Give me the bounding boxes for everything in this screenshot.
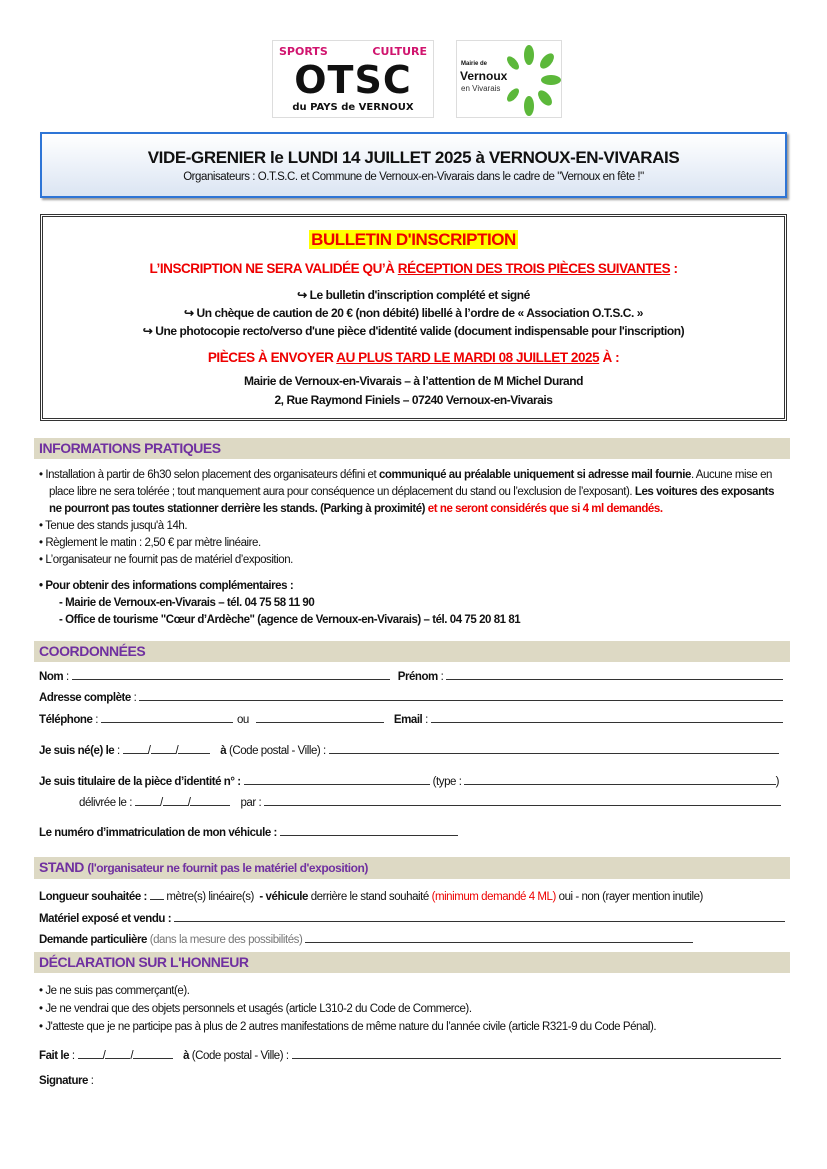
logo-text: Mairie de bbox=[461, 61, 488, 67]
section-stand-heading: STAND (l'organisateur ne fournit pas le matériel d'exposition) bbox=[34, 857, 790, 879]
arrow-icon: ↪ bbox=[142, 324, 156, 338]
logo-text: CULTURE bbox=[372, 45, 427, 58]
adresse-row: Adresse complète : bbox=[39, 690, 783, 706]
birth-year-field[interactable] bbox=[178, 743, 210, 754]
list-item: • Installation à partir de 6h30 selon placement des organisateurs défini et communiqué au préalable uniquement si adresse mail fournie. Aucune mise en place libre ne sera tolérée ; tout manquement aura pour conséquence un déplacement du stand ou l’exclusion de l’exposant). Les voitures des exposants ne pourront pas toutes stationner derrière les stands. (Parking à proximité) et ne seront considérés que si 4 ml demandés. bbox=[39, 469, 775, 515]
list-item: • Tenue des stands jusqu'à 14h. bbox=[39, 520, 188, 532]
otsc-logo bbox=[272, 40, 434, 118]
prenom-field[interactable] bbox=[446, 669, 783, 680]
immatriculation-field[interactable] bbox=[280, 825, 458, 836]
fait-day-field[interactable] bbox=[78, 1048, 103, 1059]
text: L’INSCRIPTION NE SERA VALIDÉE QU’À bbox=[149, 261, 398, 276]
infos-list bbox=[39, 467, 789, 629]
section-declaration-heading: DÉCLARATION SUR L'HONNEUR bbox=[34, 952, 790, 973]
telephone-row: Téléphone : ou Email : bbox=[39, 712, 783, 728]
leaves-icon bbox=[503, 43, 561, 117]
address-line: Mairie de Vernoux-en-Vivarais – à l’attention de M Michel Durand bbox=[243, 374, 584, 388]
delivery-month-field[interactable] bbox=[163, 795, 188, 806]
longueur-field[interactable] bbox=[150, 889, 164, 900]
list-item: • Je ne vendrai que des objets personnels et usagés (article L310-2 du Code de Commerce). bbox=[39, 1003, 472, 1015]
subtitle: Organisateurs : O.T.S.C. et Commune de Vernoux-en-Vivarais dans le cadre de "Vernoux en fête !" bbox=[183, 171, 644, 183]
stand-longueur: Longueur souhaitée : mètre(s) linéaire(s) - véhicule derrière le stand souhaité (minimum demandé 4 ML) oui - non (rayer mention inutile) bbox=[39, 891, 703, 903]
text: AU PLUS TARD LE MARDI 08 JUILLET 2025 bbox=[336, 350, 600, 365]
list-item: • J'atteste que je ne participe pas à plus de 2 autres manifestations de même nature du l’année civile (article R321-9 du Code Pénal). bbox=[39, 1021, 657, 1033]
fait-le-row: Fait le : / / à (Code postal - Ville) : bbox=[39, 1048, 781, 1064]
fait-month-field[interactable] bbox=[105, 1048, 130, 1059]
address-line: 2, Rue Raymond Finiels – 07240 Vernoux-en-Vivarais bbox=[274, 393, 553, 407]
logo-text: OTSC bbox=[294, 58, 412, 102]
text: PIÈCES À ENVOYER bbox=[207, 350, 337, 365]
delivery-day-field[interactable] bbox=[135, 795, 160, 806]
nom-field[interactable] bbox=[72, 669, 390, 680]
email-field[interactable] bbox=[431, 712, 783, 723]
arrow-icon: ↪ bbox=[297, 288, 310, 302]
materiel-row: Matériel exposé et vendu : bbox=[39, 911, 785, 927]
deadline-notice bbox=[49, 349, 778, 367]
materiel-field[interactable] bbox=[174, 911, 785, 922]
logo-text: en Vivarais bbox=[461, 84, 501, 93]
logo-text: Vernoux bbox=[460, 69, 508, 83]
piece-identite-row: Je suis titulaire de la pièce d’identité n° : (type : ) bbox=[39, 776, 779, 788]
demande-field[interactable] bbox=[305, 932, 693, 943]
piece-item bbox=[49, 322, 778, 340]
mairie-logo bbox=[456, 40, 562, 118]
list-item: • Je ne suis pas commerçant(e). bbox=[39, 985, 190, 997]
title-box bbox=[40, 132, 787, 198]
birth-place-field[interactable] bbox=[329, 743, 779, 754]
demande-row: Demande particulière (dans la mesure des possibilités) bbox=[39, 932, 693, 948]
nom-prenom-row: Nom : Prénom : bbox=[39, 669, 783, 685]
piece-item bbox=[49, 304, 778, 322]
telephone-field[interactable] bbox=[101, 712, 233, 723]
telephone2-field[interactable] bbox=[256, 712, 384, 723]
declaration-list bbox=[39, 982, 789, 1036]
immatriculation-row: Le numéro d’immatriculation de mon véhicule : bbox=[39, 825, 827, 841]
birth-month-field[interactable] bbox=[151, 743, 176, 754]
id-number-field[interactable] bbox=[244, 774, 430, 785]
fait-year-field[interactable] bbox=[133, 1048, 173, 1059]
signature-label: Signature bbox=[39, 1075, 88, 1087]
adresse-field[interactable] bbox=[139, 690, 783, 701]
naissance-row: Je suis né(e) le : / / à (Code postal - Ville) : bbox=[39, 743, 779, 759]
piece-item bbox=[49, 286, 778, 304]
logo-text: du PAYS de VERNOUX bbox=[292, 102, 414, 113]
text: : bbox=[670, 261, 678, 276]
id-type-field[interactable] bbox=[464, 774, 775, 785]
delivree-row: délivrée le : / / par : bbox=[79, 795, 781, 811]
bulletin-box bbox=[40, 214, 787, 421]
fait-place-field[interactable] bbox=[292, 1048, 781, 1059]
birth-day-field[interactable] bbox=[123, 743, 148, 754]
page-title: VIDE-GRENIER le LUNDI 14 JUILLET 2025 à VERNOUX-EN-VIVARAIS bbox=[147, 148, 680, 167]
bulletin-title: BULLETIN D'INSCRIPTION bbox=[311, 230, 516, 249]
delivery-year-field[interactable] bbox=[190, 795, 230, 806]
section-infos-heading: INFORMATIONS PRATIQUES bbox=[34, 438, 790, 459]
text: Le bulletin d'inscription complété et signé bbox=[309, 288, 530, 302]
list-item: • Pour obtenir des informations complémentaires : bbox=[39, 580, 294, 592]
contact-office: - Office de tourisme "Cœur d’Ardèche" (agence de Vernoux-en-Vivarais) – tél. 04 75 20 81 81 bbox=[59, 614, 521, 626]
arrow-icon: ↪ bbox=[183, 306, 197, 320]
text: RÉCEPTION DES TROIS PIÈCES SUIVANTES bbox=[397, 261, 671, 276]
text: Une photocopie recto/verso d'une pièce d'identité valide (document indispensable pour l'inscription) bbox=[155, 324, 685, 338]
signature-row: Signature : bbox=[39, 1075, 94, 1087]
text: Un chèque de caution de 20 € (non débité) libellé à l’ordre de « Association O.T.S.C. » bbox=[196, 306, 643, 320]
list-item: • L’organisateur ne fournit pas de matériel d’exposition. bbox=[39, 554, 293, 566]
oui-non-choice[interactable]: oui - non (rayer mention inutile) bbox=[558, 891, 703, 903]
list-item: • Règlement le matin : 2,50 € par mètre linéaire. bbox=[39, 537, 261, 549]
document-body bbox=[0, 132, 827, 1089]
text: À : bbox=[599, 350, 620, 365]
delivery-authority-field[interactable] bbox=[264, 795, 781, 806]
contact-mairie: - Mairie de Vernoux-en-Vivarais – tél. 04 75 58 11 90 bbox=[59, 597, 315, 609]
logo-text: SPORTS bbox=[279, 45, 328, 58]
section-coord-heading: COORDONNÉES bbox=[34, 641, 790, 662]
validation-notice bbox=[49, 260, 778, 278]
